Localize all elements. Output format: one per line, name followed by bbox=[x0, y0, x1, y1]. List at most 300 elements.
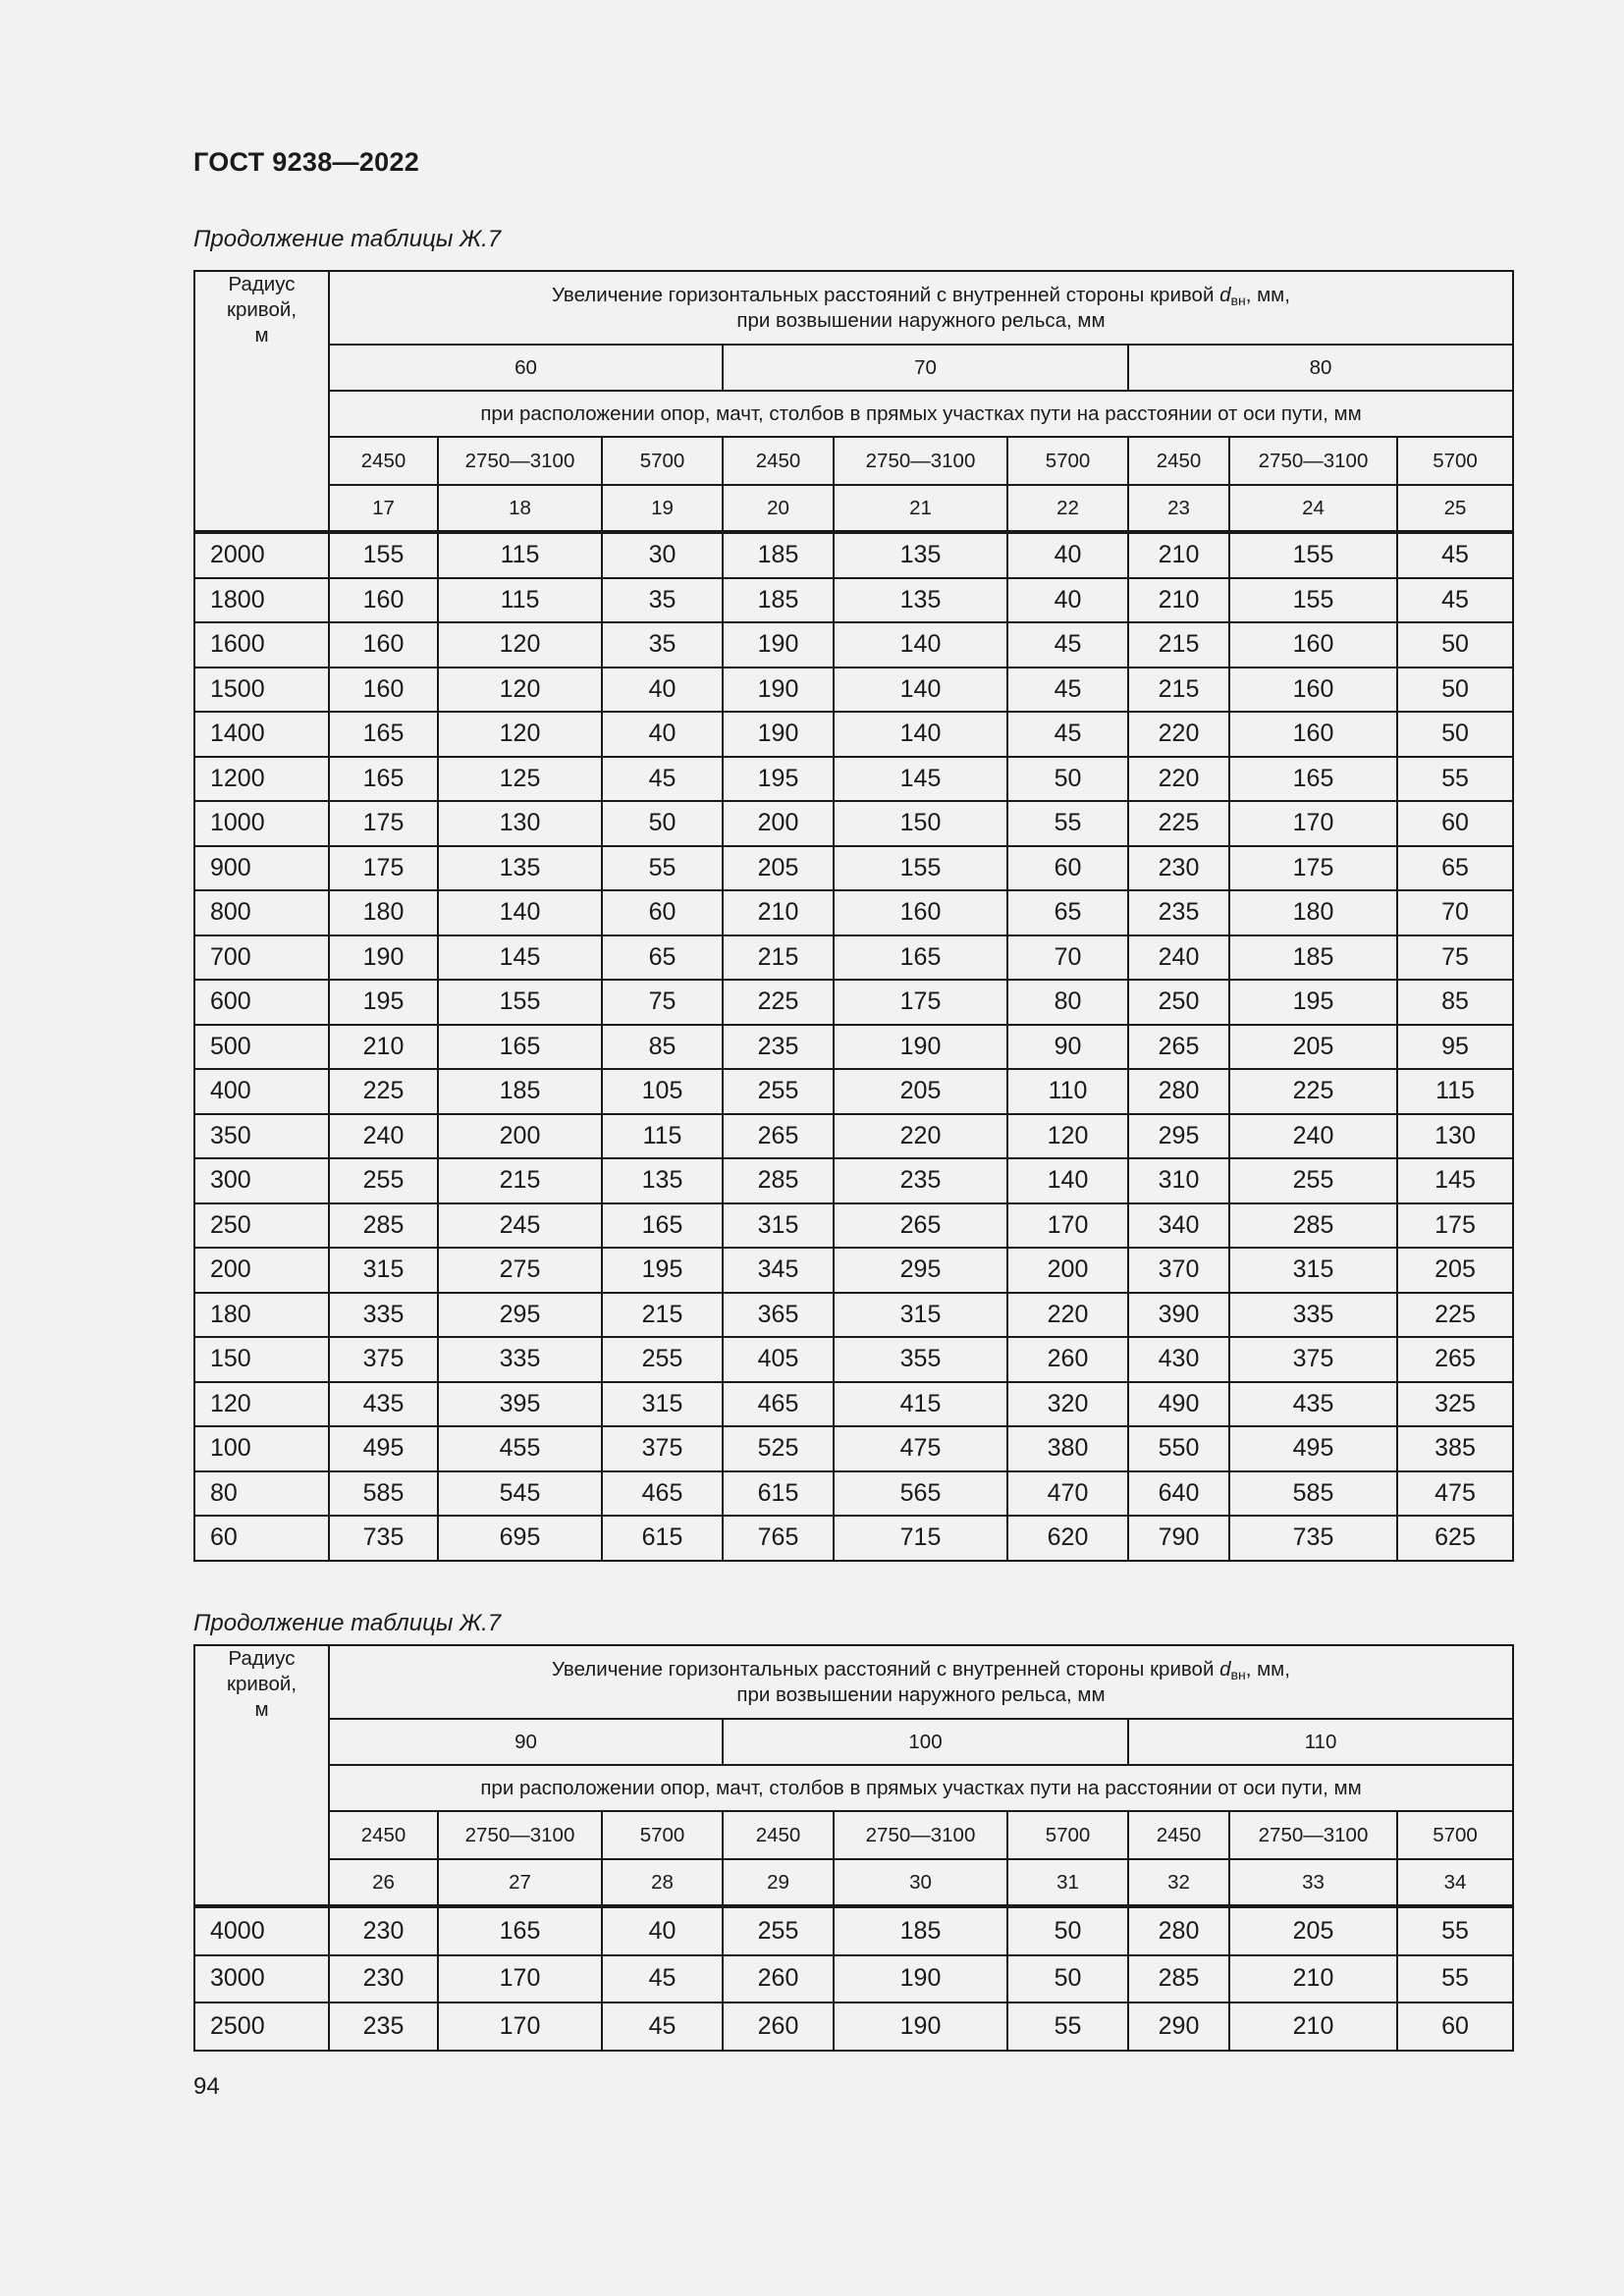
radius-column-header bbox=[194, 1645, 329, 1906]
value-cell: 115 bbox=[438, 532, 602, 578]
value-cell: 465 bbox=[602, 1471, 723, 1517]
value-cell: 165 bbox=[329, 712, 438, 757]
value-cell: 295 bbox=[438, 1293, 602, 1338]
table-caption: Продолжение таблицы Ж.7 bbox=[193, 1610, 502, 1636]
radius-cell: 1200 bbox=[194, 757, 329, 802]
value-cell: 295 bbox=[1128, 1114, 1229, 1159]
table-row bbox=[194, 1337, 1513, 1382]
value-cell: 75 bbox=[1397, 935, 1513, 981]
value-cell: 210 bbox=[1128, 578, 1229, 623]
value-cell: 435 bbox=[1229, 1382, 1397, 1427]
value-cell: 145 bbox=[834, 757, 1007, 802]
value-cell: 40 bbox=[602, 712, 723, 757]
value-cell: 205 bbox=[1397, 1248, 1513, 1293]
value-cell: 115 bbox=[1397, 1069, 1513, 1114]
value-cell: 195 bbox=[723, 757, 834, 802]
column-number: 23 bbox=[1128, 485, 1229, 532]
value-cell: 40 bbox=[1007, 578, 1128, 623]
value-cell: 290 bbox=[1128, 2002, 1229, 2051]
elevation-group-header: 110 bbox=[1128, 1719, 1513, 1765]
value-cell: 375 bbox=[329, 1337, 438, 1382]
table-row bbox=[194, 935, 1513, 981]
value-cell: 120 bbox=[1007, 1114, 1128, 1159]
table-row bbox=[194, 1203, 1513, 1249]
value-cell: 210 bbox=[1128, 532, 1229, 578]
radius-cell: 2500 bbox=[194, 2002, 329, 2051]
value-cell: 75 bbox=[602, 980, 723, 1025]
value-cell: 190 bbox=[723, 712, 834, 757]
value-cell: 210 bbox=[723, 890, 834, 935]
table-row bbox=[194, 667, 1513, 713]
column-number: 28 bbox=[602, 1859, 723, 1906]
value-cell: 60 bbox=[1007, 846, 1128, 891]
radius-cell: 250 bbox=[194, 1203, 329, 1249]
value-cell: 120 bbox=[438, 667, 602, 713]
value-cell: 160 bbox=[834, 890, 1007, 935]
value-cell: 160 bbox=[329, 622, 438, 667]
elevation-group-header: 70 bbox=[723, 345, 1128, 391]
table-title-header bbox=[329, 271, 1513, 345]
value-cell: 475 bbox=[834, 1426, 1007, 1471]
value-cell: 55 bbox=[1397, 1906, 1513, 1955]
value-cell: 380 bbox=[1007, 1426, 1128, 1471]
value-cell: 615 bbox=[723, 1471, 834, 1517]
value-cell: 435 bbox=[329, 1382, 438, 1427]
value-cell: 165 bbox=[1229, 757, 1397, 802]
value-cell: 185 bbox=[723, 532, 834, 578]
value-cell: 280 bbox=[1128, 1069, 1229, 1114]
distance-header: 2450 bbox=[1128, 1811, 1229, 1859]
table-caption: Продолжение таблицы Ж.7 bbox=[193, 226, 502, 252]
value-cell: 160 bbox=[329, 667, 438, 713]
radius-cell: 60 bbox=[194, 1516, 329, 1561]
value-cell: 125 bbox=[438, 757, 602, 802]
value-cell: 120 bbox=[438, 622, 602, 667]
value-cell: 465 bbox=[723, 1382, 834, 1427]
value-cell: 340 bbox=[1128, 1203, 1229, 1249]
value-cell: 45 bbox=[1007, 622, 1128, 667]
value-cell: 195 bbox=[329, 980, 438, 1025]
value-cell: 45 bbox=[1397, 578, 1513, 623]
elevation-group-header: 100 bbox=[723, 1719, 1128, 1765]
value-cell: 215 bbox=[723, 935, 834, 981]
value-cell: 315 bbox=[723, 1203, 834, 1249]
value-cell: 320 bbox=[1007, 1382, 1128, 1427]
radius-cell: 1600 bbox=[194, 622, 329, 667]
title-symbol: d bbox=[1219, 1657, 1231, 1681]
value-cell: 170 bbox=[1229, 801, 1397, 846]
radius-cell: 500 bbox=[194, 1025, 329, 1070]
value-cell: 55 bbox=[602, 846, 723, 891]
distance-header: 2750—3100 bbox=[834, 1811, 1007, 1859]
distance-header: 2750—3100 bbox=[1229, 1811, 1397, 1859]
value-cell: 60 bbox=[1397, 2002, 1513, 2051]
title-subscript: вн bbox=[1230, 292, 1246, 308]
value-cell: 45 bbox=[1007, 667, 1128, 713]
value-cell: 490 bbox=[1128, 1382, 1229, 1427]
value-cell: 735 bbox=[329, 1516, 438, 1561]
value-cell: 50 bbox=[602, 801, 723, 846]
value-cell: 640 bbox=[1128, 1471, 1229, 1517]
radius-cell: 3000 bbox=[194, 1955, 329, 2003]
column-number: 25 bbox=[1397, 485, 1513, 532]
column-number: 18 bbox=[438, 485, 602, 532]
value-cell: 90 bbox=[1007, 1025, 1128, 1070]
table-row bbox=[194, 1069, 1513, 1114]
value-cell: 325 bbox=[1397, 1382, 1513, 1427]
radius-header-line: м bbox=[254, 324, 269, 347]
value-cell: 155 bbox=[329, 532, 438, 578]
value-cell: 215 bbox=[1128, 667, 1229, 713]
radius-cell: 120 bbox=[194, 1382, 329, 1427]
value-cell: 240 bbox=[329, 1114, 438, 1159]
table-row bbox=[194, 1955, 1513, 2003]
value-cell: 60 bbox=[1397, 801, 1513, 846]
radius-cell: 80 bbox=[194, 1471, 329, 1517]
radius-cell: 300 bbox=[194, 1158, 329, 1203]
value-cell: 115 bbox=[438, 578, 602, 623]
value-cell: 35 bbox=[602, 622, 723, 667]
value-cell: 735 bbox=[1229, 1516, 1397, 1561]
value-cell: 65 bbox=[1397, 846, 1513, 891]
value-cell: 385 bbox=[1397, 1426, 1513, 1471]
value-cell: 170 bbox=[438, 1955, 602, 2003]
value-cell: 170 bbox=[1007, 1203, 1128, 1249]
value-cell: 190 bbox=[329, 935, 438, 981]
radius-cell: 4000 bbox=[194, 1906, 329, 1955]
table-row bbox=[194, 2002, 1513, 2051]
value-cell: 220 bbox=[1128, 757, 1229, 802]
distance-header: 5700 bbox=[1397, 1811, 1513, 1859]
value-cell: 255 bbox=[329, 1158, 438, 1203]
value-cell: 135 bbox=[438, 846, 602, 891]
value-cell: 255 bbox=[1229, 1158, 1397, 1203]
column-number: 17 bbox=[329, 485, 438, 532]
value-cell: 315 bbox=[834, 1293, 1007, 1338]
table-row bbox=[194, 1426, 1513, 1471]
value-cell: 345 bbox=[723, 1248, 834, 1293]
value-cell: 220 bbox=[1007, 1293, 1128, 1338]
column-number: 27 bbox=[438, 1859, 602, 1906]
value-cell: 310 bbox=[1128, 1158, 1229, 1203]
table-row bbox=[194, 980, 1513, 1025]
value-cell: 230 bbox=[329, 1955, 438, 2003]
value-cell: 295 bbox=[834, 1248, 1007, 1293]
value-cell: 185 bbox=[1229, 935, 1397, 981]
value-cell: 550 bbox=[1128, 1426, 1229, 1471]
value-cell: 170 bbox=[438, 2002, 602, 2051]
radius-cell: 350 bbox=[194, 1114, 329, 1159]
value-cell: 50 bbox=[1397, 667, 1513, 713]
value-cell: 260 bbox=[1007, 1337, 1128, 1382]
value-cell: 235 bbox=[329, 2002, 438, 2051]
value-cell: 240 bbox=[1229, 1114, 1397, 1159]
value-cell: 135 bbox=[834, 532, 1007, 578]
column-number: 21 bbox=[834, 485, 1007, 532]
value-cell: 180 bbox=[1229, 890, 1397, 935]
value-cell: 235 bbox=[834, 1158, 1007, 1203]
value-cell: 140 bbox=[1007, 1158, 1128, 1203]
value-cell: 370 bbox=[1128, 1248, 1229, 1293]
radius-column-header bbox=[194, 271, 329, 532]
value-cell: 160 bbox=[1229, 622, 1397, 667]
data-table bbox=[193, 1644, 1514, 2052]
value-cell: 255 bbox=[602, 1337, 723, 1382]
value-cell: 205 bbox=[1229, 1025, 1397, 1070]
value-cell: 40 bbox=[602, 1906, 723, 1955]
value-cell: 65 bbox=[1007, 890, 1128, 935]
title-text: Увеличение горизонтальных расстояний с внутренней стороны кривой bbox=[552, 283, 1220, 306]
value-cell: 105 bbox=[602, 1069, 723, 1114]
value-cell: 285 bbox=[723, 1158, 834, 1203]
distance-header: 2450 bbox=[329, 437, 438, 485]
column-number: 22 bbox=[1007, 485, 1128, 532]
value-cell: 165 bbox=[438, 1906, 602, 1955]
value-cell: 175 bbox=[1397, 1203, 1513, 1249]
value-cell: 85 bbox=[602, 1025, 723, 1070]
value-cell: 150 bbox=[834, 801, 1007, 846]
column-number: 30 bbox=[834, 1859, 1007, 1906]
value-cell: 220 bbox=[1128, 712, 1229, 757]
value-cell: 155 bbox=[438, 980, 602, 1025]
title-units: , мм, bbox=[1245, 1657, 1290, 1681]
table-row bbox=[194, 1025, 1513, 1070]
value-cell: 265 bbox=[1128, 1025, 1229, 1070]
value-cell: 390 bbox=[1128, 1293, 1229, 1338]
value-cell: 120 bbox=[438, 712, 602, 757]
value-cell: 185 bbox=[834, 1906, 1007, 1955]
value-cell: 230 bbox=[329, 1906, 438, 1955]
value-cell: 175 bbox=[834, 980, 1007, 1025]
value-cell: 455 bbox=[438, 1426, 602, 1471]
value-cell: 215 bbox=[602, 1293, 723, 1338]
table-row bbox=[194, 1382, 1513, 1427]
page-number: 94 bbox=[193, 2073, 220, 2100]
table-row bbox=[194, 1293, 1513, 1338]
table-row bbox=[194, 801, 1513, 846]
value-cell: 255 bbox=[723, 1906, 834, 1955]
radius-cell: 400 bbox=[194, 1069, 329, 1114]
table-row bbox=[194, 532, 1513, 578]
value-cell: 50 bbox=[1007, 1906, 1128, 1955]
table-row bbox=[194, 1471, 1513, 1517]
column-number: 20 bbox=[723, 485, 834, 532]
value-cell: 565 bbox=[834, 1471, 1007, 1517]
value-cell: 235 bbox=[723, 1025, 834, 1070]
value-cell: 335 bbox=[1229, 1293, 1397, 1338]
value-cell: 180 bbox=[329, 890, 438, 935]
distance-header: 2450 bbox=[1128, 437, 1229, 485]
value-cell: 190 bbox=[723, 667, 834, 713]
value-cell: 140 bbox=[834, 667, 1007, 713]
title-line-1 bbox=[330, 1657, 1512, 1682]
radius-cell: 1800 bbox=[194, 578, 329, 623]
value-cell: 620 bbox=[1007, 1516, 1128, 1561]
value-cell: 165 bbox=[834, 935, 1007, 981]
value-cell: 165 bbox=[602, 1203, 723, 1249]
value-cell: 60 bbox=[602, 890, 723, 935]
value-cell: 30 bbox=[602, 532, 723, 578]
distance-header: 2450 bbox=[723, 1811, 834, 1859]
elevation-group-header: 60 bbox=[329, 345, 723, 391]
value-cell: 190 bbox=[834, 1025, 1007, 1070]
value-cell: 130 bbox=[438, 801, 602, 846]
value-cell: 200 bbox=[438, 1114, 602, 1159]
value-cell: 240 bbox=[1128, 935, 1229, 981]
value-cell: 45 bbox=[602, 757, 723, 802]
value-cell: 45 bbox=[602, 2002, 723, 2051]
table-row bbox=[194, 1906, 1513, 1955]
value-cell: 285 bbox=[1229, 1203, 1397, 1249]
table-row bbox=[194, 712, 1513, 757]
value-cell: 195 bbox=[1229, 980, 1397, 1025]
data-table bbox=[193, 270, 1514, 1562]
distance-header: 2750—3100 bbox=[1229, 437, 1397, 485]
value-cell: 185 bbox=[723, 578, 834, 623]
value-cell: 315 bbox=[329, 1248, 438, 1293]
radius-cell: 1500 bbox=[194, 667, 329, 713]
value-cell: 50 bbox=[1007, 757, 1128, 802]
radius-header-line: кривой, bbox=[226, 298, 298, 321]
table-row bbox=[194, 890, 1513, 935]
value-cell: 375 bbox=[1229, 1337, 1397, 1382]
column-number: 29 bbox=[723, 1859, 834, 1906]
value-cell: 225 bbox=[1229, 1069, 1397, 1114]
value-cell: 165 bbox=[329, 757, 438, 802]
value-cell: 190 bbox=[834, 1955, 1007, 2003]
value-cell: 225 bbox=[1128, 801, 1229, 846]
value-cell: 275 bbox=[438, 1248, 602, 1293]
value-cell: 225 bbox=[723, 980, 834, 1025]
value-cell: 55 bbox=[1397, 757, 1513, 802]
title-line-1 bbox=[330, 283, 1512, 308]
radius-cell: 150 bbox=[194, 1337, 329, 1382]
value-cell: 365 bbox=[723, 1293, 834, 1338]
value-cell: 615 bbox=[602, 1516, 723, 1561]
table-row bbox=[194, 1248, 1513, 1293]
column-number: 31 bbox=[1007, 1859, 1128, 1906]
radius-header-line: Радиус bbox=[228, 273, 296, 295]
value-cell: 135 bbox=[602, 1158, 723, 1203]
value-cell: 285 bbox=[329, 1203, 438, 1249]
radius-cell: 200 bbox=[194, 1248, 329, 1293]
value-cell: 215 bbox=[438, 1158, 602, 1203]
value-cell: 160 bbox=[1229, 712, 1397, 757]
value-cell: 80 bbox=[1007, 980, 1128, 1025]
value-cell: 790 bbox=[1128, 1516, 1229, 1561]
radius-cell: 900 bbox=[194, 846, 329, 891]
value-cell: 160 bbox=[1229, 667, 1397, 713]
radius-cell: 800 bbox=[194, 890, 329, 935]
value-cell: 525 bbox=[723, 1426, 834, 1471]
value-cell: 55 bbox=[1397, 1955, 1513, 2003]
value-cell: 315 bbox=[1229, 1248, 1397, 1293]
radius-cell: 600 bbox=[194, 980, 329, 1025]
value-cell: 260 bbox=[723, 1955, 834, 2003]
value-cell: 200 bbox=[723, 801, 834, 846]
value-cell: 220 bbox=[834, 1114, 1007, 1159]
value-cell: 285 bbox=[1128, 1955, 1229, 2003]
value-cell: 45 bbox=[1007, 712, 1128, 757]
value-cell: 405 bbox=[723, 1337, 834, 1382]
value-cell: 415 bbox=[834, 1382, 1007, 1427]
value-cell: 145 bbox=[1397, 1158, 1513, 1203]
value-cell: 50 bbox=[1007, 1955, 1128, 2003]
value-cell: 70 bbox=[1397, 890, 1513, 935]
value-cell: 45 bbox=[1397, 532, 1513, 578]
value-cell: 175 bbox=[1229, 846, 1397, 891]
distance-header: 5700 bbox=[1007, 437, 1128, 485]
column-number: 24 bbox=[1229, 485, 1397, 532]
radius-cell: 100 bbox=[194, 1426, 329, 1471]
location-header: при расположении опор, мачт, столбов в прямых участках пути на расстоянии от оси пути, мм bbox=[329, 1765, 1513, 1811]
document-header: ГОСТ 9238—2022 bbox=[193, 147, 420, 177]
value-cell: 225 bbox=[329, 1069, 438, 1114]
value-cell: 250 bbox=[1128, 980, 1229, 1025]
value-cell: 470 bbox=[1007, 1471, 1128, 1517]
value-cell: 115 bbox=[602, 1114, 723, 1159]
value-cell: 265 bbox=[723, 1114, 834, 1159]
value-cell: 165 bbox=[438, 1025, 602, 1070]
value-cell: 495 bbox=[329, 1426, 438, 1471]
value-cell: 205 bbox=[723, 846, 834, 891]
value-cell: 55 bbox=[1007, 2002, 1128, 2051]
value-cell: 235 bbox=[1128, 890, 1229, 935]
value-cell: 695 bbox=[438, 1516, 602, 1561]
table-row bbox=[194, 1158, 1513, 1203]
table-row bbox=[194, 578, 1513, 623]
value-cell: 55 bbox=[1007, 801, 1128, 846]
value-cell: 495 bbox=[1229, 1426, 1397, 1471]
value-cell: 65 bbox=[602, 935, 723, 981]
value-cell: 395 bbox=[438, 1382, 602, 1427]
value-cell: 175 bbox=[329, 801, 438, 846]
value-cell: 375 bbox=[602, 1426, 723, 1471]
value-cell: 175 bbox=[329, 846, 438, 891]
radius-header-line: Радиус bbox=[228, 1647, 296, 1670]
value-cell: 245 bbox=[438, 1203, 602, 1249]
title-units: , мм, bbox=[1245, 283, 1290, 306]
value-cell: 715 bbox=[834, 1516, 1007, 1561]
distance-header: 2750—3100 bbox=[438, 1811, 602, 1859]
value-cell: 260 bbox=[723, 2002, 834, 2051]
value-cell: 625 bbox=[1397, 1516, 1513, 1561]
value-cell: 545 bbox=[438, 1471, 602, 1517]
value-cell: 50 bbox=[1397, 622, 1513, 667]
value-cell: 225 bbox=[1397, 1293, 1513, 1338]
radius-cell: 1000 bbox=[194, 801, 329, 846]
value-cell: 140 bbox=[438, 890, 602, 935]
value-cell: 195 bbox=[602, 1248, 723, 1293]
title-line-2: при возвышении наружного рельса, мм bbox=[736, 1682, 1106, 1706]
value-cell: 70 bbox=[1007, 935, 1128, 981]
value-cell: 230 bbox=[1128, 846, 1229, 891]
table-row bbox=[194, 1516, 1513, 1561]
table-row bbox=[194, 846, 1513, 891]
value-cell: 265 bbox=[834, 1203, 1007, 1249]
value-cell: 145 bbox=[438, 935, 602, 981]
column-number: 33 bbox=[1229, 1859, 1397, 1906]
elevation-group-header: 90 bbox=[329, 1719, 723, 1765]
value-cell: 45 bbox=[602, 1955, 723, 2003]
value-cell: 160 bbox=[329, 578, 438, 623]
value-cell: 265 bbox=[1397, 1337, 1513, 1382]
value-cell: 280 bbox=[1128, 1906, 1229, 1955]
value-cell: 140 bbox=[834, 622, 1007, 667]
table-row bbox=[194, 622, 1513, 667]
distance-header: 2750—3100 bbox=[438, 437, 602, 485]
value-cell: 255 bbox=[723, 1069, 834, 1114]
